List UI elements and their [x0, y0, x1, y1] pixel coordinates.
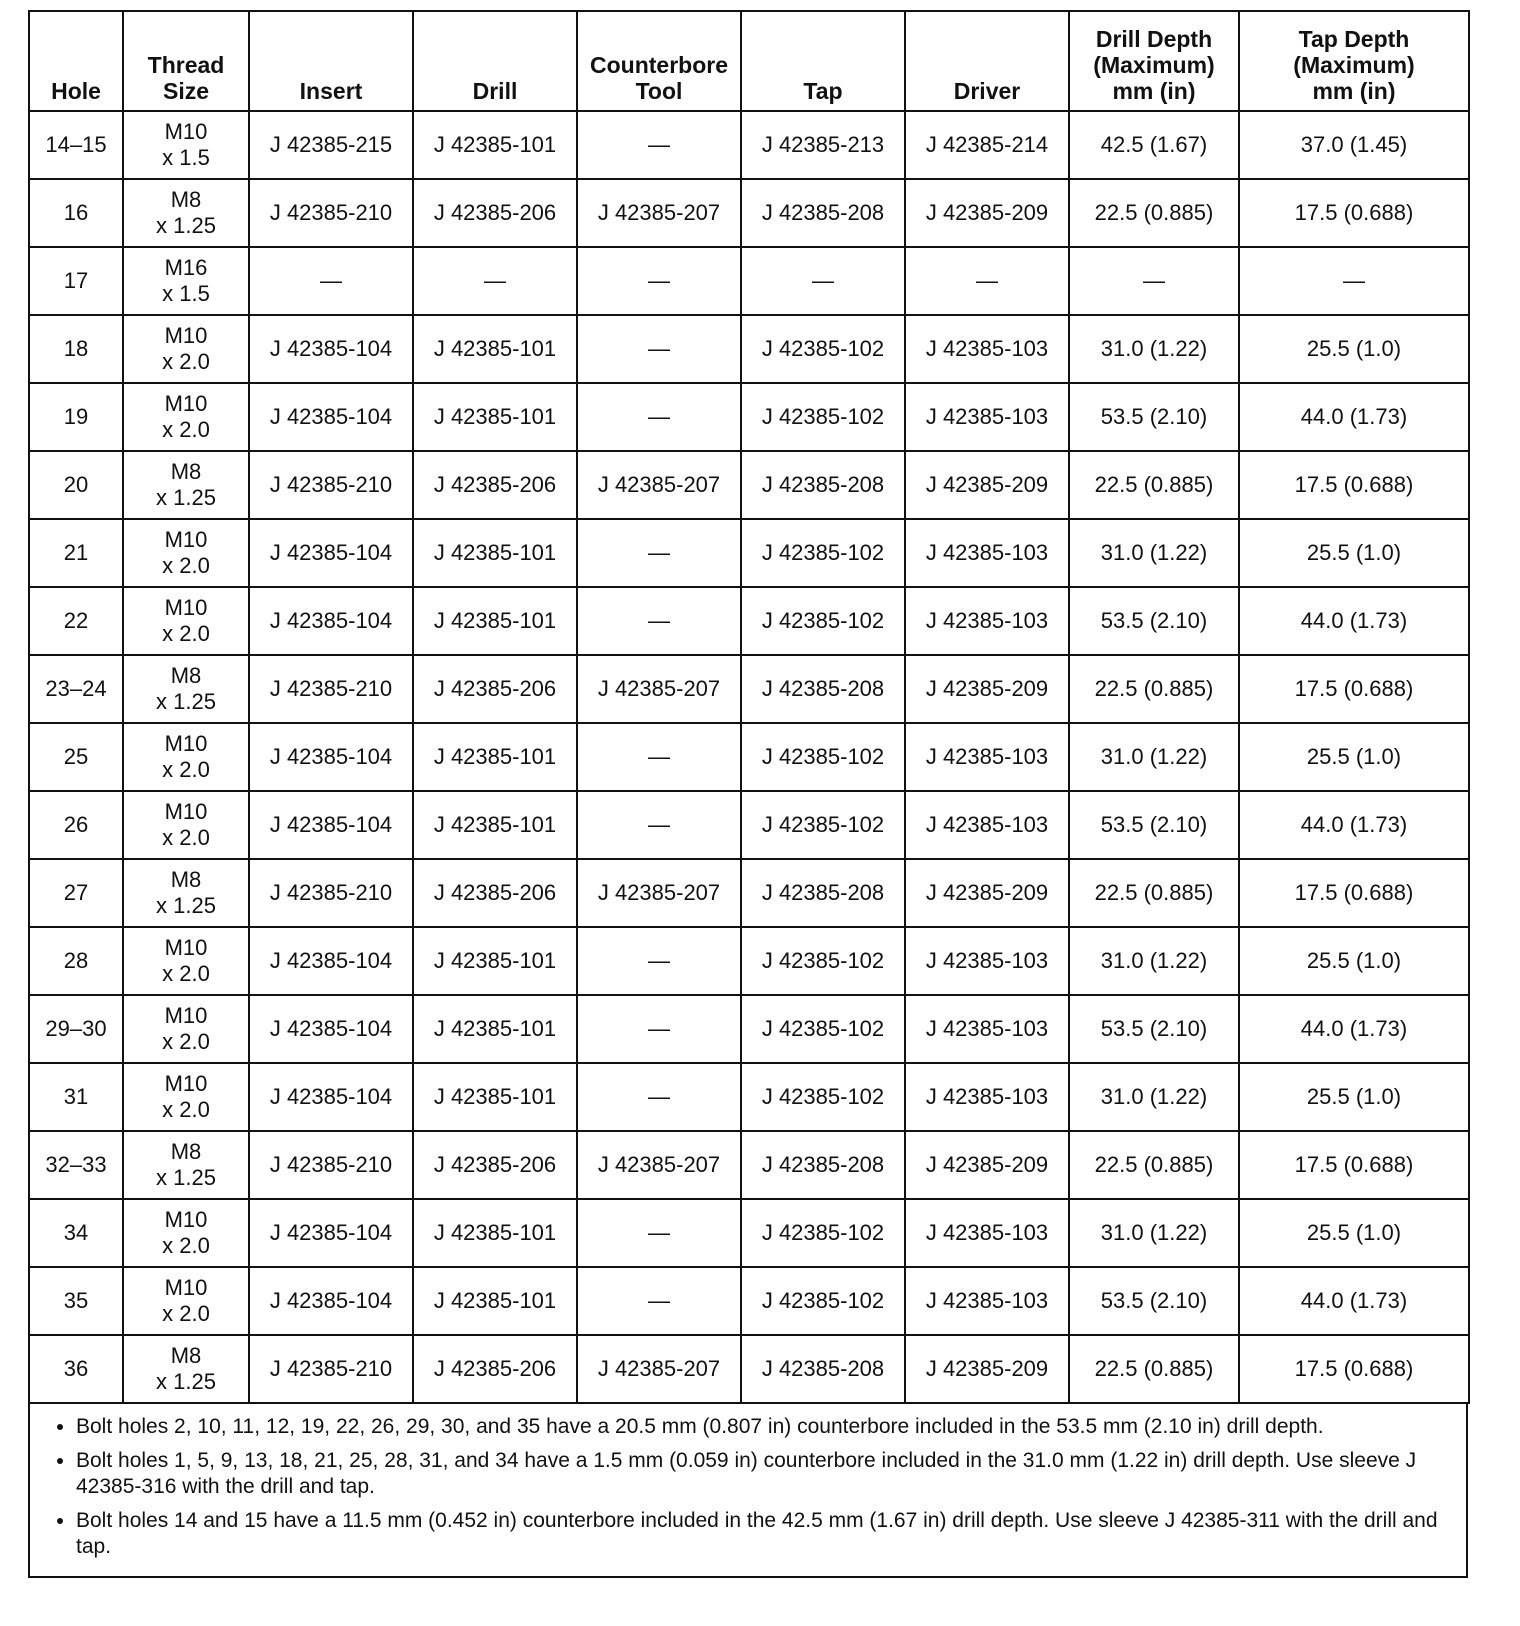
- cell-drill-depth: 22.5 (0.885): [1069, 1131, 1239, 1199]
- cell-insert: J 42385-104: [249, 383, 413, 451]
- cell-thread: [123, 927, 249, 995]
- thread-size-line: M10: [164, 1003, 208, 1028]
- thread-size-line: M8: [170, 187, 202, 212]
- cell-driver: J 42385-209: [905, 859, 1069, 927]
- cell-counterbore: —: [577, 247, 741, 315]
- cell-hole: 18: [29, 315, 123, 383]
- cell-driver: J 42385-209: [905, 179, 1069, 247]
- notes-box: [28, 1404, 1468, 1578]
- cell-counterbore: J 42385-207: [577, 1335, 741, 1403]
- cell-hole: 28: [29, 927, 123, 995]
- cell-tap: J 42385-102: [741, 927, 905, 995]
- cell-driver: —: [905, 247, 1069, 315]
- cell-hole: 23–24: [29, 655, 123, 723]
- cell-insert: J 42385-210: [249, 859, 413, 927]
- thread-size-line: M10: [164, 323, 208, 348]
- column-header-line: Size: [162, 78, 210, 104]
- cell-driver: J 42385-103: [905, 1199, 1069, 1267]
- thread-size-line: x 2.0: [162, 825, 210, 850]
- cell-tap: J 42385-102: [741, 995, 905, 1063]
- column-header-line: Counterbore: [590, 52, 728, 78]
- cell-insert: J 42385-104: [249, 519, 413, 587]
- cell-thread: [123, 587, 249, 655]
- table-body: [29, 111, 1469, 1403]
- table-row: [29, 451, 1469, 519]
- table-row: [29, 111, 1469, 179]
- cell-drill-depth: 31.0 (1.22): [1069, 723, 1239, 791]
- thread-size-line: x 1.25: [156, 213, 216, 238]
- table-row: [29, 655, 1469, 723]
- cell-tap: J 42385-102: [741, 383, 905, 451]
- cell-thread: [123, 859, 249, 927]
- column-header-line: (Maximum): [1293, 52, 1415, 78]
- thread-size-line: M8: [170, 1139, 202, 1164]
- cell-thread: [123, 247, 249, 315]
- cell-counterbore: —: [577, 383, 741, 451]
- cell-tap: J 42385-102: [741, 519, 905, 587]
- cell-insert: J 42385-104: [249, 927, 413, 995]
- thread-size-line: M8: [170, 1343, 202, 1368]
- cell-counterbore: —: [577, 1063, 741, 1131]
- thread-size-line: x 1.25: [156, 893, 216, 918]
- table-row: [29, 723, 1469, 791]
- cell-drill-depth: 53.5 (2.10): [1069, 791, 1239, 859]
- column-header-line: Hole: [51, 78, 101, 104]
- cell-thread: [123, 1335, 249, 1403]
- cell-tap-depth: 17.5 (0.688): [1239, 859, 1469, 927]
- cell-drill-depth: 31.0 (1.22): [1069, 315, 1239, 383]
- thread-size-line: M10: [164, 1071, 208, 1096]
- thread-size-line: M10: [164, 935, 208, 960]
- column-header-hole: [29, 11, 123, 111]
- header-row: [29, 11, 1469, 111]
- thread-size-line: M16: [164, 255, 208, 280]
- cell-hole: 20: [29, 451, 123, 519]
- cell-drill-depth: 31.0 (1.22): [1069, 1063, 1239, 1131]
- cell-tap-depth: 25.5 (1.0): [1239, 315, 1469, 383]
- cell-counterbore: J 42385-207: [577, 655, 741, 723]
- cell-insert: J 42385-104: [249, 995, 413, 1063]
- table-row: [29, 179, 1469, 247]
- cell-hole: 27: [29, 859, 123, 927]
- thread-size-line: M10: [164, 595, 208, 620]
- cell-driver: J 42385-103: [905, 315, 1069, 383]
- cell-insert: J 42385-215: [249, 111, 413, 179]
- thread-size-line: x 2.0: [162, 1233, 210, 1258]
- cell-tap-depth: 37.0 (1.45): [1239, 111, 1469, 179]
- cell-driver: J 42385-103: [905, 587, 1069, 655]
- cell-driver: J 42385-103: [905, 1063, 1069, 1131]
- cell-tap-depth: 44.0 (1.73): [1239, 791, 1469, 859]
- cell-tap-depth: 25.5 (1.0): [1239, 927, 1469, 995]
- cell-thread: [123, 519, 249, 587]
- cell-counterbore: —: [577, 315, 741, 383]
- cell-tap-depth: 25.5 (1.0): [1239, 723, 1469, 791]
- cell-drill: J 42385-101: [413, 315, 577, 383]
- cell-drill: J 42385-206: [413, 655, 577, 723]
- column-header-line: Tool: [635, 78, 683, 104]
- cell-drill: J 42385-101: [413, 791, 577, 859]
- cell-insert: J 42385-104: [249, 1063, 413, 1131]
- cell-driver: J 42385-103: [905, 723, 1069, 791]
- cell-driver: J 42385-103: [905, 519, 1069, 587]
- cell-hole: 17: [29, 247, 123, 315]
- cell-drill-depth: 22.5 (0.885): [1069, 655, 1239, 723]
- thread-size-line: M8: [170, 459, 202, 484]
- cell-counterbore: —: [577, 1267, 741, 1335]
- cell-drill: J 42385-101: [413, 587, 577, 655]
- cell-hole: 36: [29, 1335, 123, 1403]
- cell-driver: J 42385-209: [905, 1131, 1069, 1199]
- cell-hole: 22: [29, 587, 123, 655]
- cell-insert: J 42385-104: [249, 315, 413, 383]
- column-header-line: Thread: [147, 52, 225, 78]
- cell-counterbore: —: [577, 791, 741, 859]
- cell-hole: 32–33: [29, 1131, 123, 1199]
- column-header-tap: [741, 11, 905, 111]
- cell-drill-depth: 22.5 (0.885): [1069, 179, 1239, 247]
- cell-drill: J 42385-101: [413, 519, 577, 587]
- tool-specification-table: [28, 10, 1470, 1404]
- cell-counterbore: —: [577, 1199, 741, 1267]
- cell-thread: [123, 1199, 249, 1267]
- cell-hole: 26: [29, 791, 123, 859]
- table-row: [29, 1199, 1469, 1267]
- thread-size-line: x 2.0: [162, 1301, 210, 1326]
- cell-drill: J 42385-101: [413, 1063, 577, 1131]
- cell-tap-depth: 17.5 (0.688): [1239, 1131, 1469, 1199]
- cell-driver: J 42385-103: [905, 791, 1069, 859]
- thread-size-line: M10: [164, 527, 208, 552]
- notes-list: [50, 1414, 1456, 1560]
- column-header-line: Tap Depth: [1298, 26, 1410, 52]
- cell-tap: J 42385-208: [741, 1335, 905, 1403]
- cell-driver: J 42385-103: [905, 383, 1069, 451]
- cell-counterbore: —: [577, 519, 741, 587]
- table-row: [29, 791, 1469, 859]
- thread-size-line: x 2.0: [162, 417, 210, 442]
- cell-tap-depth: 44.0 (1.73): [1239, 383, 1469, 451]
- cell-tap: J 42385-208: [741, 179, 905, 247]
- cell-drill: J 42385-206: [413, 1131, 577, 1199]
- cell-hole: 34: [29, 1199, 123, 1267]
- cell-drill: J 42385-206: [413, 859, 577, 927]
- table-row: [29, 1063, 1469, 1131]
- cell-tap-depth: 44.0 (1.73): [1239, 995, 1469, 1063]
- cell-counterbore: J 42385-207: [577, 859, 741, 927]
- cell-tap-depth: 17.5 (0.688): [1239, 179, 1469, 247]
- cell-hole: 25: [29, 723, 123, 791]
- cell-thread: [123, 1267, 249, 1335]
- cell-counterbore: J 42385-207: [577, 451, 741, 519]
- thread-size-line: x 1.5: [162, 281, 210, 306]
- cell-thread: [123, 451, 249, 519]
- column-header-line: Insert: [299, 78, 363, 104]
- cell-tap: J 42385-208: [741, 655, 905, 723]
- thread-size-line: x 2.0: [162, 1029, 210, 1054]
- cell-driver: J 42385-214: [905, 111, 1069, 179]
- thread-size-line: x 1.25: [156, 1165, 216, 1190]
- note-item: • Bolt holes 1, 5, 9, 13, 18, 21, 25, 28, 31, and 34 have a 1.5 mm (0.059 in) counterbore included in the 31.0 mm (1.22 in) drill depth. Use sleeve J 42385-316 with the drill and tap.: [76, 1448, 1456, 1500]
- table-row: [29, 247, 1469, 315]
- cell-insert: J 42385-210: [249, 1131, 413, 1199]
- column-header-thread: [123, 11, 249, 111]
- cell-tap: J 42385-213: [741, 111, 905, 179]
- column-header-tap-depth: [1239, 11, 1469, 111]
- cell-thread: [123, 315, 249, 383]
- cell-insert: J 42385-104: [249, 723, 413, 791]
- cell-drill: J 42385-206: [413, 1335, 577, 1403]
- cell-hole: 35: [29, 1267, 123, 1335]
- cell-tap: J 42385-102: [741, 587, 905, 655]
- thread-size-line: x 1.25: [156, 1369, 216, 1394]
- cell-drill: J 42385-101: [413, 723, 577, 791]
- cell-insert: J 42385-210: [249, 451, 413, 519]
- cell-driver: J 42385-209: [905, 1335, 1069, 1403]
- column-header-line: Driver: [953, 78, 1021, 104]
- cell-drill-depth: 53.5 (2.10): [1069, 383, 1239, 451]
- cell-insert: J 42385-210: [249, 1335, 413, 1403]
- thread-size-line: x 2.0: [162, 757, 210, 782]
- cell-thread: [123, 791, 249, 859]
- column-header-driver: [905, 11, 1069, 111]
- cell-drill: J 42385-101: [413, 383, 577, 451]
- thread-size-line: M10: [164, 391, 208, 416]
- column-header-counterbore: [577, 11, 741, 111]
- cell-counterbore: —: [577, 723, 741, 791]
- cell-counterbore: —: [577, 587, 741, 655]
- cell-drill: —: [413, 247, 577, 315]
- cell-counterbore: J 42385-207: [577, 179, 741, 247]
- cell-driver: J 42385-209: [905, 655, 1069, 723]
- cell-insert: —: [249, 247, 413, 315]
- cell-counterbore: J 42385-207: [577, 1131, 741, 1199]
- table-row: [29, 927, 1469, 995]
- cell-tap: J 42385-102: [741, 791, 905, 859]
- table-row: [29, 519, 1469, 587]
- cell-insert: J 42385-104: [249, 1199, 413, 1267]
- table-row: [29, 315, 1469, 383]
- thread-size-line: x 2.0: [162, 1097, 210, 1122]
- column-header-insert: [249, 11, 413, 111]
- column-header-line: Drill Depth: [1095, 26, 1213, 52]
- table-row: [29, 859, 1469, 927]
- column-header-line: Drill: [472, 78, 518, 104]
- cell-insert: J 42385-104: [249, 587, 413, 655]
- cell-drill-depth: 22.5 (0.885): [1069, 1335, 1239, 1403]
- table-row: [29, 1131, 1469, 1199]
- cell-drill: J 42385-101: [413, 1267, 577, 1335]
- thread-size-line: M8: [170, 663, 202, 688]
- cell-drill-depth: —: [1069, 247, 1239, 315]
- table-row: [29, 995, 1469, 1063]
- cell-tap-depth: 25.5 (1.0): [1239, 1199, 1469, 1267]
- note-item: • Bolt holes 2, 10, 11, 12, 19, 22, 26, 29, 30, and 35 have a 20.5 mm (0.807 in) counterbore included in the 53.5 mm (2.10 in) drill depth.: [76, 1414, 1456, 1440]
- cell-tap: —: [741, 247, 905, 315]
- table-row: [29, 587, 1469, 655]
- cell-drill-depth: 53.5 (2.10): [1069, 995, 1239, 1063]
- cell-drill: J 42385-101: [413, 1199, 577, 1267]
- cell-thread: [123, 1063, 249, 1131]
- cell-driver: J 42385-103: [905, 1267, 1069, 1335]
- thread-size-line: x 2.0: [162, 349, 210, 374]
- cell-thread: [123, 111, 249, 179]
- cell-insert: J 42385-104: [249, 1267, 413, 1335]
- note-item: • Bolt holes 14 and 15 have a 11.5 mm (0.452 in) counterbore included in the 42.5 mm (1.67 in) drill depth. Use sleeve J 42385-311 with the drill and tap.: [76, 1508, 1456, 1560]
- thread-size-line: x 2.0: [162, 961, 210, 986]
- cell-tap: J 42385-102: [741, 315, 905, 383]
- cell-tap: J 42385-102: [741, 1199, 905, 1267]
- cell-insert: J 42385-210: [249, 179, 413, 247]
- cell-hole: 31: [29, 1063, 123, 1131]
- column-header-line: Tap: [803, 78, 843, 104]
- thread-size-line: M10: [164, 119, 208, 144]
- cell-driver: J 42385-103: [905, 995, 1069, 1063]
- cell-drill-depth: 22.5 (0.885): [1069, 451, 1239, 519]
- cell-drill: J 42385-101: [413, 995, 577, 1063]
- cell-tap: J 42385-208: [741, 451, 905, 519]
- cell-counterbore: —: [577, 927, 741, 995]
- cell-hole: 14–15: [29, 111, 123, 179]
- cell-drill: J 42385-101: [413, 927, 577, 995]
- cell-drill-depth: 42.5 (1.67): [1069, 111, 1239, 179]
- column-header-line: (Maximum): [1093, 52, 1215, 78]
- cell-tap: J 42385-208: [741, 859, 905, 927]
- cell-drill-depth: 31.0 (1.22): [1069, 927, 1239, 995]
- cell-thread: [123, 1131, 249, 1199]
- cell-tap-depth: 44.0 (1.73): [1239, 587, 1469, 655]
- column-header-line: mm (in): [1312, 78, 1396, 104]
- cell-thread: [123, 723, 249, 791]
- table-row: [29, 1335, 1469, 1403]
- cell-insert: J 42385-104: [249, 791, 413, 859]
- cell-tap: J 42385-102: [741, 1063, 905, 1131]
- cell-tap-depth: 17.5 (0.688): [1239, 655, 1469, 723]
- cell-drill-depth: 31.0 (1.22): [1069, 519, 1239, 587]
- cell-hole: 21: [29, 519, 123, 587]
- column-header-drill-depth: [1069, 11, 1239, 111]
- cell-tap: J 42385-208: [741, 1131, 905, 1199]
- cell-driver: J 42385-209: [905, 451, 1069, 519]
- table-row: [29, 1267, 1469, 1335]
- thread-size-line: x 1.25: [156, 689, 216, 714]
- thread-size-line: M10: [164, 1207, 208, 1232]
- cell-tap-depth: 44.0 (1.73): [1239, 1267, 1469, 1335]
- cell-hole: 29–30: [29, 995, 123, 1063]
- cell-thread: [123, 383, 249, 451]
- thread-size-line: M10: [164, 1275, 208, 1300]
- cell-tap-depth: 25.5 (1.0): [1239, 519, 1469, 587]
- thread-size-line: x 1.25: [156, 485, 216, 510]
- thread-size-line: x 2.0: [162, 553, 210, 578]
- column-header-drill: [413, 11, 577, 111]
- cell-counterbore: —: [577, 995, 741, 1063]
- cell-tap-depth: 17.5 (0.688): [1239, 1335, 1469, 1403]
- thread-size-line: x 1.5: [162, 145, 210, 170]
- cell-tap: J 42385-102: [741, 723, 905, 791]
- cell-tap: J 42385-102: [741, 1267, 905, 1335]
- cell-thread: [123, 655, 249, 723]
- thread-size-line: M10: [164, 799, 208, 824]
- cell-hole: 19: [29, 383, 123, 451]
- cell-tap-depth: 17.5 (0.688): [1239, 451, 1469, 519]
- cell-drill-depth: 31.0 (1.22): [1069, 1199, 1239, 1267]
- thread-size-line: M10: [164, 731, 208, 756]
- cell-thread: [123, 995, 249, 1063]
- cell-tap-depth: 25.5 (1.0): [1239, 1063, 1469, 1131]
- thread-size-line: M8: [170, 867, 202, 892]
- cell-thread: [123, 179, 249, 247]
- cell-insert: J 42385-210: [249, 655, 413, 723]
- cell-drill: J 42385-101: [413, 111, 577, 179]
- cell-drill: J 42385-206: [413, 179, 577, 247]
- cell-hole: 16: [29, 179, 123, 247]
- cell-drill-depth: 22.5 (0.885): [1069, 859, 1239, 927]
- column-header-line: mm (in): [1112, 78, 1196, 104]
- cell-drill-depth: 53.5 (2.10): [1069, 1267, 1239, 1335]
- cell-drill: J 42385-206: [413, 451, 577, 519]
- cell-tap-depth: —: [1239, 247, 1469, 315]
- cell-counterbore: —: [577, 111, 741, 179]
- specification-sheet: [28, 10, 1468, 1578]
- thread-size-line: x 2.0: [162, 621, 210, 646]
- cell-drill-depth: 53.5 (2.10): [1069, 587, 1239, 655]
- table-row: [29, 383, 1469, 451]
- cell-driver: J 42385-103: [905, 927, 1069, 995]
